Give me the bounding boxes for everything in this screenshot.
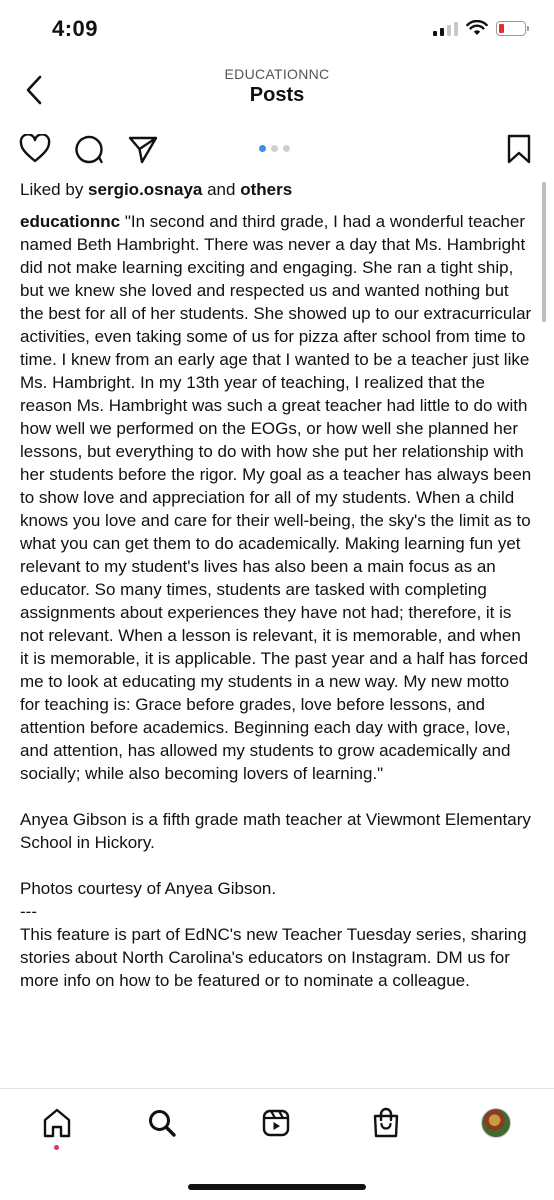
avatar [481,1108,511,1138]
shop-bag-icon [371,1107,401,1139]
battery-icon [496,21,526,36]
send-icon [128,134,158,164]
comment-button[interactable] [72,132,106,166]
account-name[interactable]: EDUCATIONNC [224,66,330,82]
likes-prefix: Liked by [20,180,89,199]
carousel-dot [259,145,266,152]
search-icon [147,1108,177,1138]
carousel-dot [271,145,278,152]
bottom-tab-bar [0,1088,554,1200]
reels-icon [261,1108,291,1138]
status-bar [0,0,554,60]
tab-profile[interactable] [476,1103,516,1143]
post-caption [20,210,532,992]
carousel-indicator [259,145,290,152]
tab-home[interactable] [37,1103,77,1143]
status-icons [433,20,526,36]
caption-feature-note: This feature is part of EdNC's new Teacher Tuesday series, sharing stories about North Carolina's educators on Instagram. DM us for more info on how to be featured or to nominate a colleague. [20,925,527,990]
wifi-icon [466,20,488,36]
nav-header [0,60,554,120]
notification-dot [54,1145,59,1150]
likes-user-link[interactable]: sergio.osnaya [88,180,203,199]
post-content [20,178,532,1015]
cellular-signal-icon [433,20,458,36]
bookmark-icon [506,134,532,164]
caption-bio: Anyea Gibson is a fifth grade math teacher at Viewmont Elementary School in Hickory. [20,810,531,852]
likes-summary[interactable] [20,178,532,202]
caption-separator: --- [20,902,37,921]
caption-author[interactable]: educationnc [20,212,121,231]
tab-shop[interactable] [366,1103,406,1143]
page-title: Posts [249,84,305,106]
share-button[interactable] [126,132,160,166]
status-time: 4:09 [52,16,99,41]
home-indicator[interactable] [188,1184,366,1190]
post-actions [0,128,554,168]
comment-icon [73,133,105,165]
save-button[interactable] [502,132,536,166]
carousel-dot [283,145,290,152]
likes-and: and [202,180,241,199]
likes-others-link[interactable]: others [240,180,293,199]
like-button[interactable] [18,132,52,166]
home-icon [41,1107,73,1139]
tab-search[interactable] [142,1103,182,1143]
tab-reels[interactable] [256,1103,296,1143]
heart-icon [19,134,51,164]
scrollbar[interactable] [542,182,546,322]
caption-quote: "In second and third grade, I had a wonderful teacher named Beth Hambright. There was never a day that Ms. Hambright did not make learning exciting and engaging. She ran a tight ship, but we knew she loved and respected us and wanted nothing but the best for all of her students. She showed up to our extracurricular activities, even taking some of us for pizza after school from time to time. I knew from an early age that I wanted to be a teacher just like Ms. Hambright. In my 13th year of teaching, I realized that the reason Ms. Hambright was such a great teacher had little to do with how well we performed on the EOGs, or how well she planned her lessons, but everything to do with how she put her relationship with her students before the rigor. My goal as a teacher has always been to show love and appreciation for all of my students. When a child knows you love and care for their well-being, the sky's the limit as to what you can get them to do academically. Making learning fun yet relevant to my student's lives has also been a main focus as an educator. So many times, students are tasked with completing assignments about experiences they have not had; therefore, it is not relevant. When a lesson is relevant, it is memorable, and when it is memorable, it is applicable. The past year and a half has forced me to look at educating my students in a new way. My new motto for teaching is: Grace before grades, love before lessons, and attention before academics. Beginning each day with grace, love, and attention, has allowed my students to grow academically and socially; while also becoming lovers of learning." [20,212,532,783]
caption-credits: Photos courtesy of Anyea Gibson. [20,879,277,898]
